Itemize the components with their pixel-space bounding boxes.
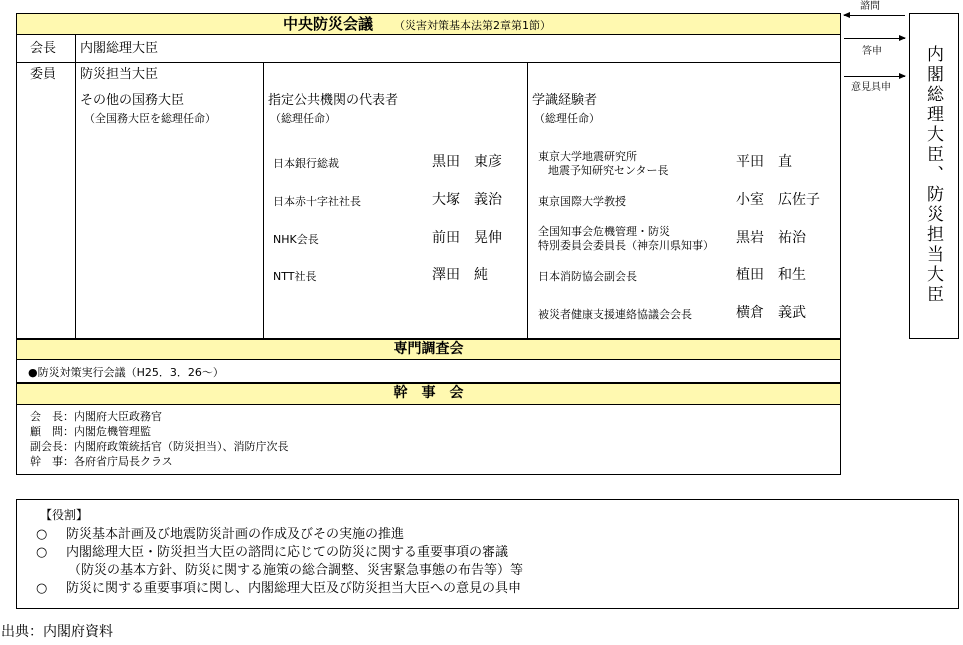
public-orgs-heading: 指定公共機関の代表者 [268, 93, 399, 108]
expert-person: 小室 広佐子 [736, 192, 820, 208]
minister-note: （全国務大臣を総理任命） [84, 112, 216, 125]
expert-org: 被災者健康支援連絡協議会会長 [538, 308, 692, 321]
chair-value: 内閣総理大臣 [80, 41, 159, 56]
roles-item: 防災基本計画及び地震防災計画の作成及びその実施の推進 [66, 527, 405, 542]
roles-item: （防災の基本方針、防災に関する施策の総合調整、災害緊急事態の布告等）等 [68, 563, 524, 578]
public-orgs-note: （総理任命） [270, 112, 336, 125]
expert-org: 地震予知研究センター長 [548, 164, 669, 177]
column-divider [527, 62, 528, 339]
public-org-person: 澤田 純 [432, 267, 488, 283]
expert-org: 特別委員会委員長（神奈川県知事） [538, 239, 714, 252]
public-org-name: 日本銀行総裁 [273, 157, 339, 170]
secretariat-line: 会 長：内閣府大臣政務官 [30, 410, 162, 423]
secretariat-line: 副会長：内閣府政策統括官（防災担当）、消防庁次長 [30, 440, 289, 453]
expert-org: 全国知事会危機管理・防災 [538, 225, 670, 238]
report-label: 答申 [862, 46, 882, 57]
opinion-label: 意見具申 [851, 82, 891, 93]
public-org-person: 前田 晃伸 [432, 230, 502, 246]
expert-person: 黒岩 祐治 [736, 230, 806, 246]
experts-heading: 学識経験者 [532, 93, 598, 108]
roles-item: 防災に関する重要事項に関し、内閣総理大臣及び防災担当大臣への意見の具申 [66, 581, 522, 596]
expert-person: 植田 和生 [736, 267, 806, 283]
public-org-person: 大塚 義治 [432, 192, 502, 208]
public-org-name: 日本赤十字社社長 [273, 195, 361, 208]
column-divider [263, 62, 264, 339]
roles-bullet: ○ [36, 581, 48, 596]
report-arrow [844, 38, 905, 39]
minister-others: その他の国務大臣 [80, 93, 185, 108]
public-org-name: NHK会長 [273, 233, 319, 246]
row-divider [16, 62, 841, 63]
roles-heading: 【役割】 [40, 508, 89, 522]
expert-person: 横倉 義武 [736, 305, 806, 321]
roles-bullet: ○ [36, 545, 48, 560]
consult-label: 諮問 [860, 1, 880, 12]
expert-org: 東京国際大学教授 [538, 195, 626, 208]
roles-item: 内閣総理大臣・防災担当大臣の諮問に応じての防災に関する重要事項の審議 [66, 545, 509, 560]
secretariat-line: 幹 事：各府省庁局長クラス [30, 455, 173, 468]
source-note: 出典：内閣府資料 [1, 624, 113, 640]
public-org-person: 黒田 東彦 [432, 154, 502, 170]
council-title: 中央防災会議 [283, 15, 374, 33]
expert-committee-title: 専門調査会 [393, 341, 464, 357]
consult-arrow [844, 15, 905, 16]
secretariat-line: 顧 問：内閣危機管理監 [30, 425, 151, 438]
expert-org: 東京大学地震研究所 [538, 150, 637, 163]
pm-box-text: 内閣総理大臣、防災担当大臣 [923, 45, 943, 305]
expert-person: 平田 直 [736, 154, 792, 170]
members-label: 委員 [30, 67, 57, 82]
experts-note: （総理任命） [534, 112, 600, 125]
label-column-divider [75, 35, 76, 339]
minister-disaster: 防災担当大臣 [80, 67, 159, 82]
secretariat-title: 幹 事 会 [393, 385, 464, 401]
public-org-name: NTT社長 [273, 270, 317, 283]
chair-label: 会長 [30, 41, 57, 56]
roles-bullet: ○ [36, 527, 48, 542]
expert-committee-item: ●防災対策実行会議（H25．3．26〜） [28, 366, 224, 379]
council-title-note: （災害対策基本法第2章第1節） [394, 19, 551, 32]
expert-org: 日本消防協会副会長 [538, 270, 637, 283]
opinion-arrow [844, 76, 905, 77]
